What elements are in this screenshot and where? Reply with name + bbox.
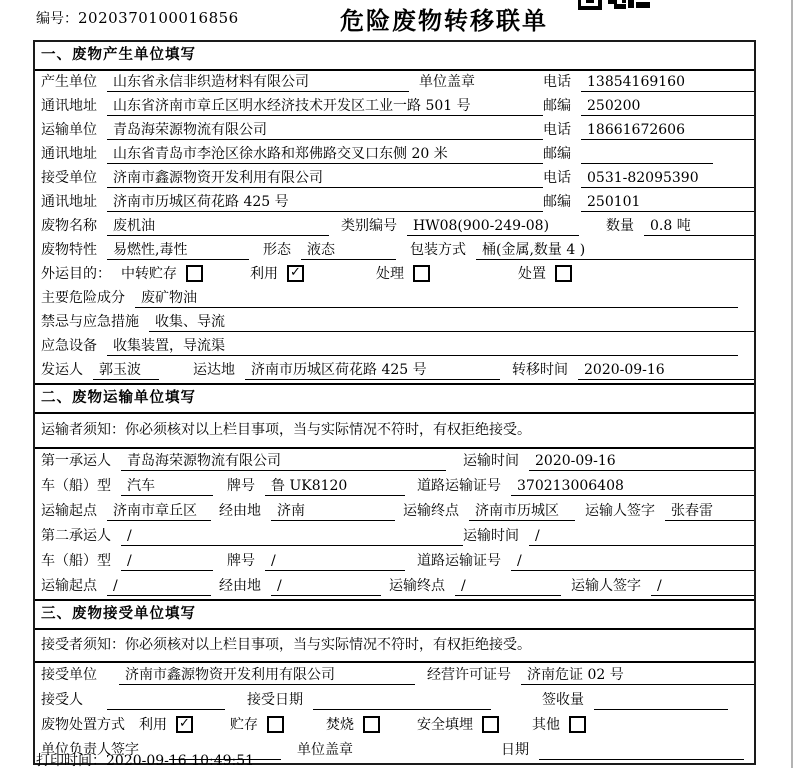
route-via-2-value: / xyxy=(271,577,381,596)
section-receiver xyxy=(35,599,754,763)
print-time-value: 2020-09-16 10:49:51 xyxy=(106,753,255,768)
route-end-1-value: 济南市历城区 xyxy=(469,502,575,521)
row-emergency-equipment xyxy=(35,335,754,359)
disposal-storage-checkbox xyxy=(267,716,284,733)
transporter-unit-value: 青岛海荣源物流有限公司 xyxy=(107,121,543,140)
qr-code-fragment-icon xyxy=(578,0,654,10)
receiver-address-label: 通讯地址 xyxy=(41,194,97,210)
plate-2-label: 牌号 xyxy=(227,553,255,569)
route-via-1-value: 济南 xyxy=(271,502,395,521)
signed-qty-label: 签收量 xyxy=(542,692,584,708)
receiver-unit-value: 济南市鑫源物资开发利用有限公司 xyxy=(107,169,543,188)
transporter-address-label: 通讯地址 xyxy=(41,146,97,162)
emergency-equipment-label: 应急设备 xyxy=(41,338,97,354)
purpose-utilize-checkbox: ✓ xyxy=(287,265,304,282)
unit-stamp-label: 单位盖章 xyxy=(297,742,353,758)
vehicle-type-2-label: 车（船）型 xyxy=(41,553,111,569)
waste-name-label: 废物名称 xyxy=(41,218,97,234)
responsible-sign-label: 单位负责人签字 xyxy=(41,742,139,758)
disposal-landfill-checkbox xyxy=(482,716,499,733)
producer-address-value: 山东省济南市章丘区明水经济技术开发区工业一路 501 号 xyxy=(107,97,543,116)
row-waste-name xyxy=(35,215,754,239)
purpose-utilize-label: 利用 xyxy=(250,266,278,282)
waste-qty-label: 数量 xyxy=(606,218,634,234)
accept-date-label: 接受日期 xyxy=(247,692,303,708)
route-end-1-label: 运输终点 xyxy=(403,503,459,519)
row-route-2 xyxy=(35,574,754,599)
row-producer-unit xyxy=(35,71,754,95)
accept-date-value xyxy=(313,691,491,710)
producer-unit-value: 山东省永信非织造材料有限公司 xyxy=(107,73,409,92)
waste-pack-label: 包装方式 xyxy=(410,242,466,258)
transport-time-2-value: / xyxy=(529,527,754,546)
carrier-sign-1-label: 运输人签字 xyxy=(585,503,655,519)
row-route-1 xyxy=(35,499,754,524)
road-permit-1-label: 道路运输证号 xyxy=(417,478,501,494)
row-transporter-unit xyxy=(35,119,754,143)
vehicle-type-1-value: 汽车 xyxy=(121,477,213,496)
producer-zip-label: 邮编 xyxy=(543,98,571,114)
hazard-component-label: 主要危险成分 xyxy=(41,290,125,306)
route-start-1-value: 济南市章丘区 xyxy=(107,502,211,521)
disposal-utilize-checkbox: ✓ xyxy=(176,716,193,733)
disposal-incinerate-label: 焚烧 xyxy=(326,717,354,733)
row-second-carrier xyxy=(35,524,754,549)
producer-address-label: 通讯地址 xyxy=(41,98,97,114)
row-hazard-component xyxy=(35,287,754,311)
transport-time-1-label: 运输时间 xyxy=(463,453,519,469)
row-transfer-purpose xyxy=(35,263,754,287)
transport-time-2-label: 运输时间 xyxy=(463,528,519,544)
route-via-1-label: 经由地 xyxy=(219,503,261,519)
acceptor-value xyxy=(107,691,225,710)
section-transporter xyxy=(35,383,754,599)
producer-zip-value: 250200 xyxy=(581,97,754,116)
row-vehicle-2 xyxy=(35,549,754,574)
road-permit-1-value: 370213006408 xyxy=(511,477,754,496)
disposal-incinerate-checkbox xyxy=(363,716,380,733)
transporter-phone-value: 18661672606 xyxy=(581,121,754,140)
section-1-header: 一、废物产生单位填写 xyxy=(35,42,754,71)
emergency-measures-label: 禁忌与应急措施 xyxy=(41,314,139,330)
receiver-phone-value: 0531-82095390 xyxy=(581,169,754,188)
row-vehicle-1 xyxy=(35,474,754,499)
transport-time-1-value: 2020-09-16 xyxy=(529,452,754,471)
transporter-address-value: 山东省青岛市李沧区徐水路和郑佛路交叉口东侧 20 米 xyxy=(107,145,543,164)
vehicle-type-1-label: 车（船）型 xyxy=(41,478,111,494)
route-via-2-label: 经由地 xyxy=(219,578,261,594)
serial-label: 编号： xyxy=(36,11,78,27)
transporter-zip-value xyxy=(581,145,713,164)
transporter-zip-label: 邮编 xyxy=(543,146,571,162)
dispatcher-label: 发运人 xyxy=(41,362,83,378)
section-2-header: 二、废物运输单位填写 xyxy=(35,383,754,414)
disposal-landfill-label: 安全填埋 xyxy=(417,717,473,733)
page-title: 危险废物转移联单 xyxy=(340,6,548,35)
accepting-unit-value: 济南市鑫源物资开发利用有限公司 xyxy=(119,666,415,685)
disposal-other-checkbox xyxy=(569,716,586,733)
transfer-time-value: 2020-09-16 xyxy=(578,361,754,380)
waste-property-value: 易燃性,毒性 xyxy=(107,241,249,260)
row-dispatcher xyxy=(35,359,754,383)
transporter-phone-label: 电话 xyxy=(543,122,571,138)
carrier-sign-2-label: 运输人签字 xyxy=(571,578,641,594)
row-acceptor xyxy=(35,688,754,713)
first-carrier-label: 第一承运人 xyxy=(41,453,111,469)
road-permit-2-label: 道路运输证号 xyxy=(417,553,501,569)
print-time-label: 打印时间： xyxy=(36,753,106,768)
waste-property-label: 废物特性 xyxy=(41,242,97,258)
second-carrier-label: 第二承运人 xyxy=(41,528,111,544)
dispatcher-value: 郭玉波 xyxy=(93,361,159,380)
purpose-dispose-label: 处置 xyxy=(518,266,546,282)
row-producer-address xyxy=(35,95,754,119)
producer-phone-label: 电话 xyxy=(543,74,571,90)
row-accepting-unit xyxy=(35,663,754,688)
plate-1-value: 鲁 UK8120 xyxy=(265,477,405,496)
purpose-treat-label: 处理 xyxy=(376,266,404,282)
waste-form-value: 液态 xyxy=(301,241,396,260)
receiver-unit-label: 接受单位 xyxy=(41,170,97,186)
signed-qty-value xyxy=(594,691,728,710)
purpose-dispose-checkbox xyxy=(555,265,572,282)
purpose-transfer-storage-checkbox xyxy=(186,265,203,282)
row-disposal-method xyxy=(35,713,754,738)
emergency-measures-value: 收集、导流 xyxy=(149,313,754,332)
row-first-carrier xyxy=(35,449,754,474)
transfer-form xyxy=(33,40,756,765)
waste-code-value: HW08(900-249-08) xyxy=(407,217,579,236)
transfer-time-label: 转移时间 xyxy=(512,362,568,378)
disposal-utilize-label: 利用 xyxy=(139,717,167,733)
signoff-date-value xyxy=(539,741,744,760)
license-label: 经营许可证号 xyxy=(427,667,511,683)
carrier-sign-1-value: 张春雷 xyxy=(665,502,754,521)
waste-form-label: 形态 xyxy=(263,242,291,258)
waste-qty-value: 0.8 吨 xyxy=(644,217,754,236)
row-transporter-address xyxy=(35,143,754,167)
license-value: 济南危证 02 号 xyxy=(521,666,754,685)
receiver-phone-label: 电话 xyxy=(543,170,571,186)
disposal-other-label: 其他 xyxy=(532,717,560,733)
plate-1-label: 牌号 xyxy=(227,478,255,494)
route-start-2-value: / xyxy=(107,577,211,596)
row-receiver-address xyxy=(35,191,754,215)
accepting-unit-label: 接受单位 xyxy=(41,667,97,683)
second-carrier-value: / xyxy=(121,527,463,546)
producer-unit-label: 产生单位 xyxy=(41,74,97,90)
row-emergency-measures xyxy=(35,311,754,335)
receiver-zip-label: 邮编 xyxy=(543,194,571,210)
page-edge-divider xyxy=(791,0,793,768)
disposal-storage-label: 贮存 xyxy=(230,717,258,733)
hazard-component-value: 废矿物油 xyxy=(135,289,738,308)
route-start-1-label: 运输起点 xyxy=(41,503,97,519)
carrier-sign-2-value: / xyxy=(651,577,754,596)
transporter-notice: 运输者须知：你必须核对以上栏目事项，当与实际情况不符时，有权拒绝接受。 xyxy=(35,414,754,449)
plate-2-value: / xyxy=(265,552,405,571)
route-start-2-label: 运输起点 xyxy=(41,578,97,594)
transporter-unit-label: 运输单位 xyxy=(41,122,97,138)
section-3-header: 三、废物接受单位填写 xyxy=(35,599,754,630)
purpose-transfer-storage-label: 中转贮存 xyxy=(121,266,177,282)
row-receiver-unit xyxy=(35,167,754,191)
route-end-2-label: 运输终点 xyxy=(389,578,445,594)
section-producer xyxy=(35,42,754,383)
route-end-2-value: / xyxy=(455,577,561,596)
waste-pack-value: 桶(金属,数量 4 ) xyxy=(476,241,754,260)
destination-value: 济南市历城区荷花路 425 号 xyxy=(245,361,500,380)
receiver-address-value: 济南市历城区荷花路 425 号 xyxy=(107,193,543,212)
destination-label: 运达地 xyxy=(193,362,235,378)
receiver-zip-value: 250101 xyxy=(581,193,754,212)
emergency-equipment-value: 收集装置，导流渠 xyxy=(107,337,738,356)
purpose-treat-checkbox xyxy=(413,265,430,282)
signoff-date-label: 日期 xyxy=(501,742,529,758)
disposal-method-label: 废物处置方式 xyxy=(41,717,125,733)
waste-code-label: 类别编号 xyxy=(341,218,397,234)
waste-name-value: 废机油 xyxy=(107,217,329,236)
row-waste-property xyxy=(35,239,754,263)
receiver-notice: 接受者须知：你必须核对以上栏目事项，当与实际情况不符时，有权拒绝接受。 xyxy=(35,630,754,663)
acceptor-label: 接受人 xyxy=(41,692,83,708)
print-time-line xyxy=(36,750,254,768)
road-permit-2-value: / xyxy=(511,552,754,571)
vehicle-type-2-value: / xyxy=(121,552,213,571)
first-carrier-value: 青岛海荣源物流有限公司 xyxy=(121,452,446,471)
producer-phone-value: 13854169160 xyxy=(581,73,754,92)
transfer-purpose-label: 外运目的： xyxy=(41,266,111,282)
producer-stamp-label: 单位盖章 xyxy=(419,74,475,90)
serial-number: 2020370100016856 xyxy=(78,9,239,27)
